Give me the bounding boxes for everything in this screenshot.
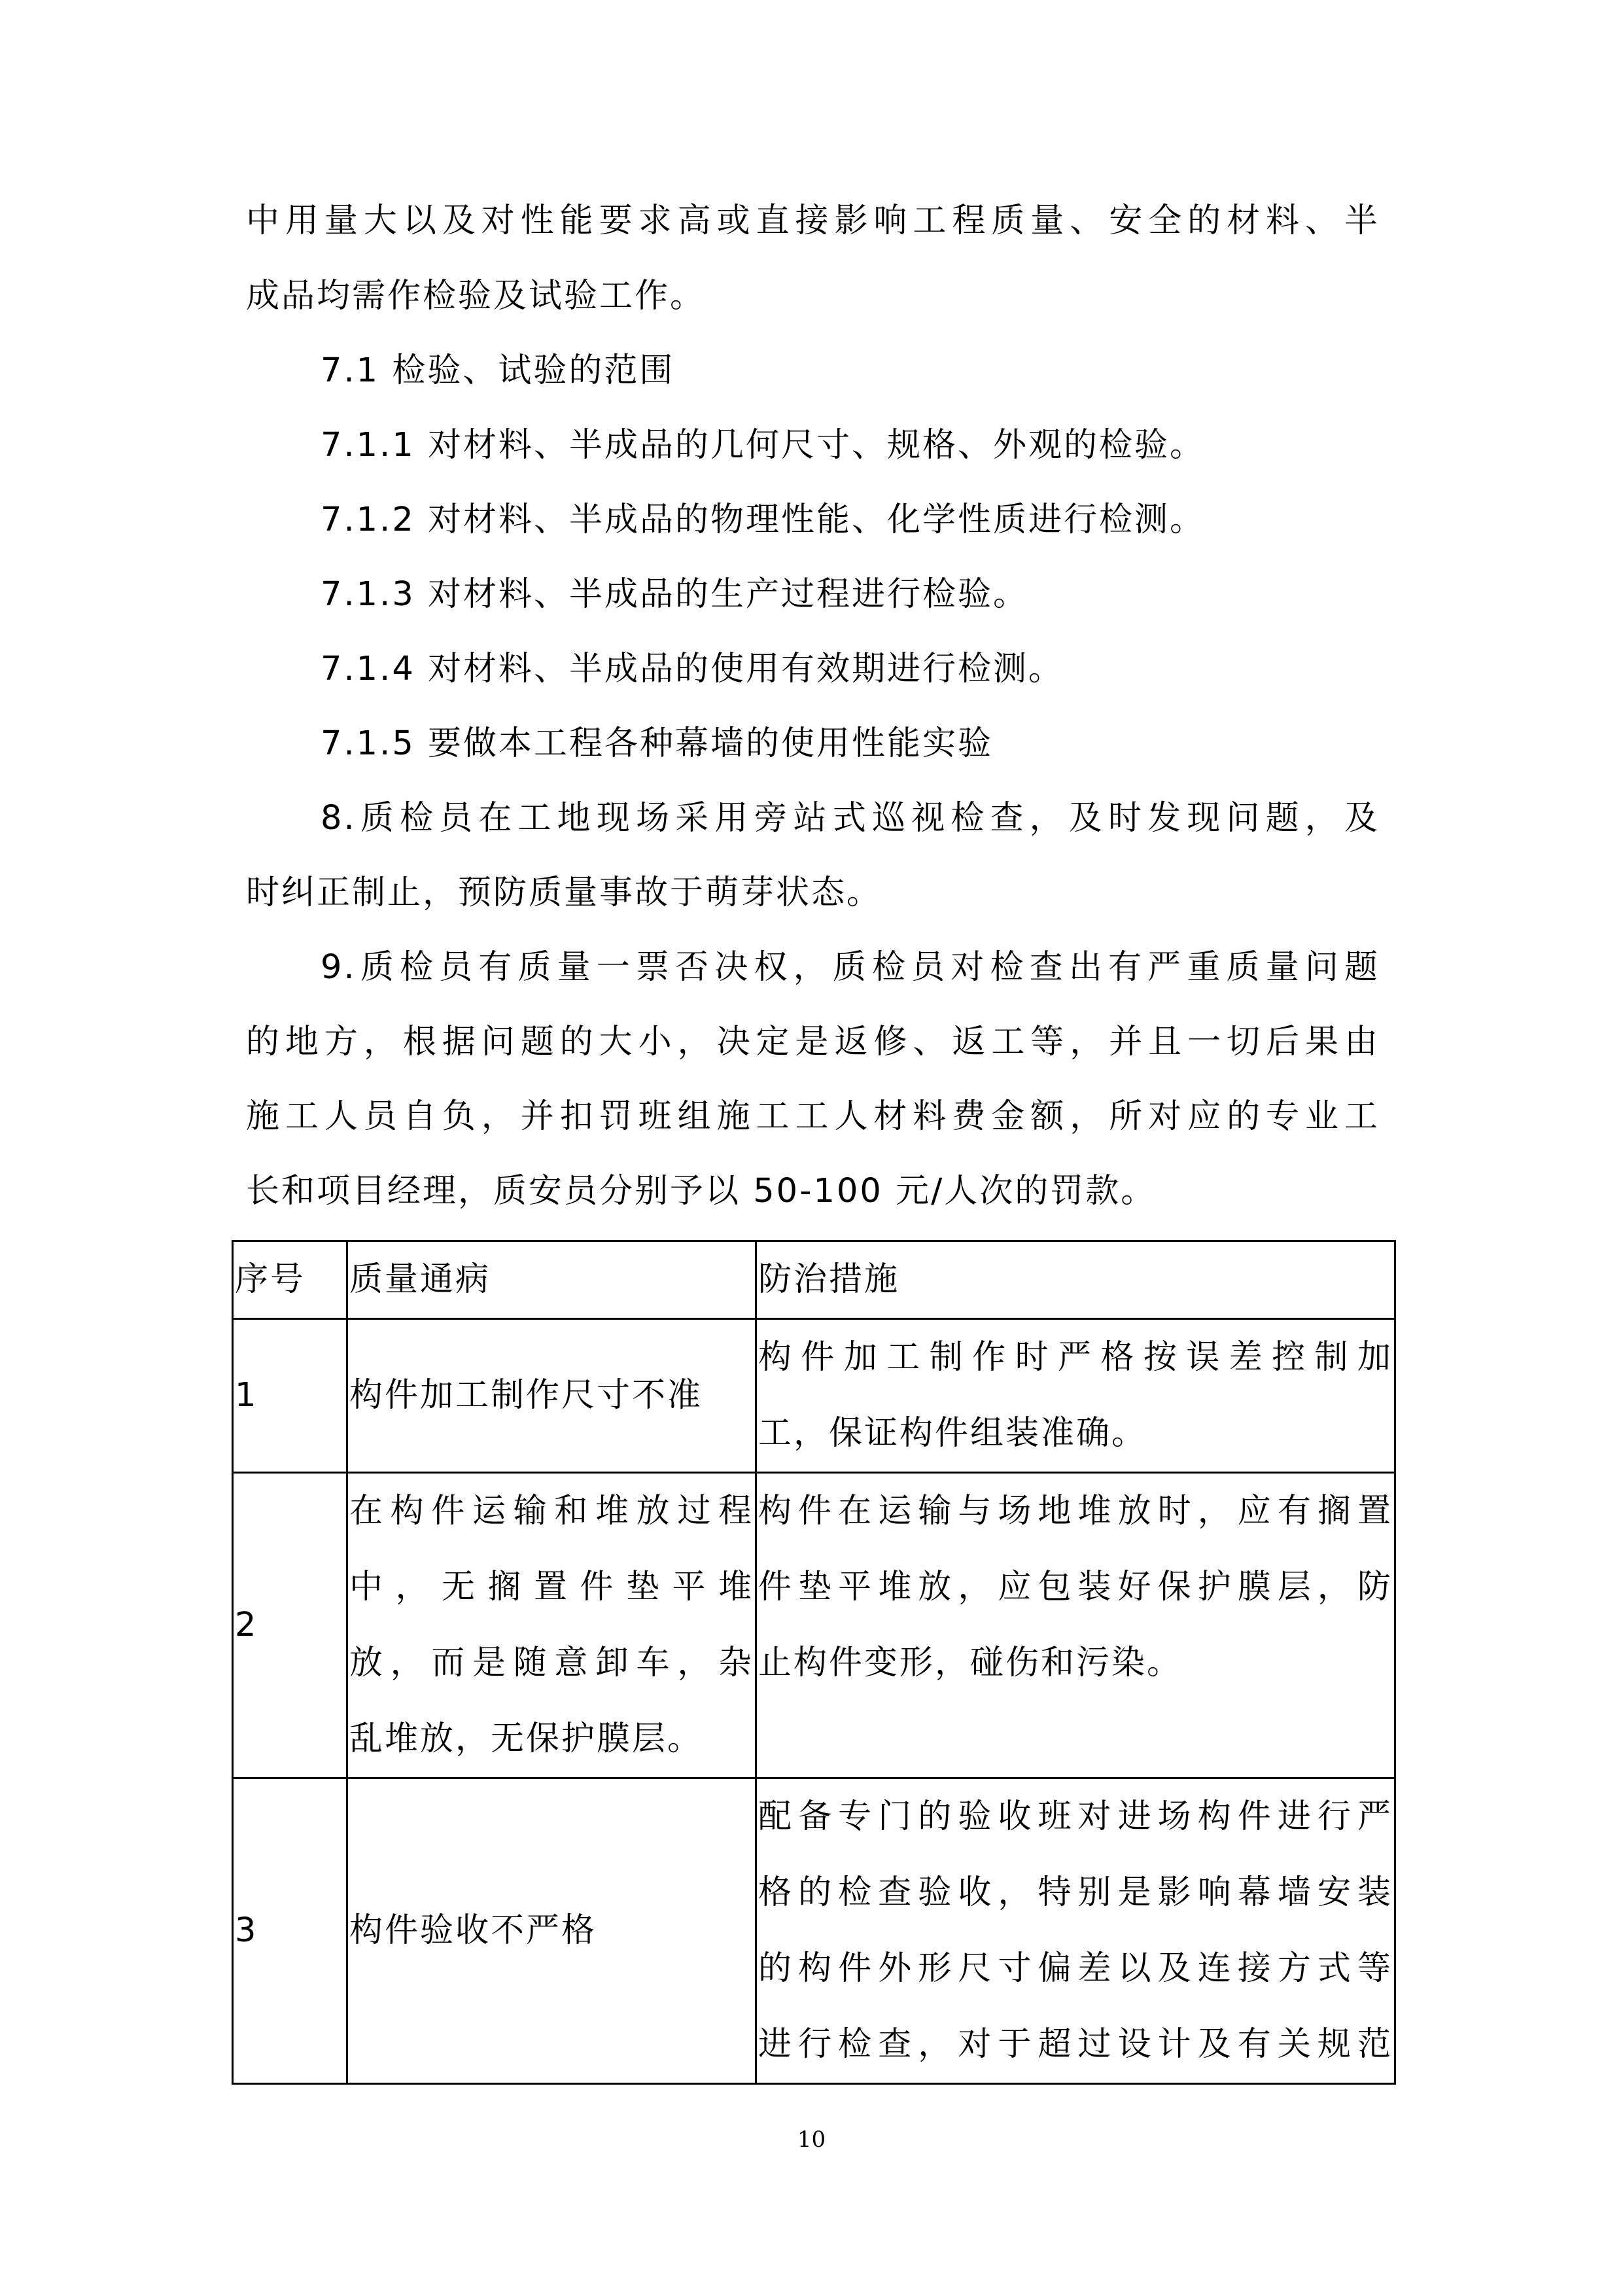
list-item-7-1-2: 7.1.2 对材料、半成品的物理性能、化学性质进行检测。	[321, 501, 1205, 539]
table-header-row	[233, 1241, 1395, 1319]
list-item-7-1-5: 7.1.5 要做本工程各种幕墙的使用性能实验	[321, 724, 993, 763]
measure-cell	[756, 1778, 1395, 2084]
section-heading-7-1: 7.1 检验、试验的范围	[321, 351, 675, 390]
cell-line: 中，无搁置件垫平堆	[349, 1568, 754, 1606]
issue-cell	[347, 1473, 756, 1778]
cell-line: 的构件外形尺寸偏差以及连接方式等	[758, 1949, 1393, 1988]
list-item-7-1-4: 7.1.4 对材料、半成品的使用有效期进行检测。	[321, 650, 1064, 688]
paragraph-9-line: 的地方，根据问题的大小，决定是返修、返工等，并且一切后果由	[246, 1023, 1380, 1061]
issue-cell	[347, 1778, 756, 2084]
paragraph-9-line: 长和项目经理，质安员分别予以 50-100 元/人次的罚款。	[246, 1172, 1157, 1210]
table-row	[233, 1778, 1395, 2084]
cell-line: 格的检查验收，特别是影响幕墙安装	[758, 1873, 1393, 1912]
list-item-7-1-3: 7.1.3 对材料、半成品的生产过程进行检验。	[321, 575, 1028, 614]
cell-line: 构件验收不严格	[349, 1911, 597, 1950]
table-row	[233, 1319, 1395, 1473]
cell-line: 配备专门的验收班对进场构件进行严	[758, 1797, 1393, 1836]
cell-line: 件垫平堆放，应包装好保护膜层，防	[758, 1568, 1393, 1606]
row-number-cell: 2	[233, 1473, 347, 1778]
quality-issues-table	[232, 1240, 1396, 2085]
cell-line: 止构件变形，碰伤和污染。	[758, 1644, 1183, 1682]
paragraph-8-line: 8.质检员在工地现场采用旁站式巡视检查，及时发现问题，及	[321, 799, 1380, 838]
paragraph-9-line: 9.质检员有质量一票否决权，质检员对检查出有严重质量问题	[321, 948, 1380, 987]
page-number: 10	[797, 2127, 826, 2153]
cell-line: 工，保证构件组装准确。	[758, 1414, 1147, 1453]
header-cell-issue: 质量通病	[347, 1241, 756, 1319]
cell-line: 构件加工制作时严格按误差控制加	[758, 1338, 1393, 1377]
cell-line: 构件加工制作尺寸不准	[349, 1376, 703, 1415]
row-number-cell: 1	[233, 1319, 347, 1473]
cell-line: 构件在运输与场地堆放时，应有搁置	[758, 1492, 1393, 1530]
issue-cell	[347, 1319, 756, 1473]
list-item-7-1-1: 7.1.1 对材料、半成品的几何尺寸、规格、外观的检验。	[321, 426, 1205, 465]
paragraph-line: 中用量大以及对性能要求高或直接影响工程质量、安全的材料、半	[246, 202, 1380, 240]
header-cell-measure: 防治措施	[756, 1241, 1395, 1319]
cell-line: 进行检查，对于超过设计及有关规范	[758, 2025, 1393, 2064]
table-row	[233, 1473, 1395, 1778]
measure-cell	[756, 1473, 1395, 1778]
header-cell-number: 序号	[233, 1241, 347, 1319]
paragraph-8-line: 时纠正制止，预防质量事故于萌芽状态。	[246, 874, 882, 912]
row-number-cell: 3	[233, 1778, 347, 2084]
cell-line: 乱堆放，无保护膜层。	[349, 1720, 703, 1758]
paragraph-line: 成品均需作检验及试验工作。	[246, 277, 706, 315]
cell-line: 放，而是随意卸车，杂	[349, 1644, 754, 1682]
measure-cell	[756, 1319, 1395, 1473]
paragraph-9-line: 施工人员自负，并扣罚班组施工工人材料费金额，所对应的专业工	[246, 1097, 1380, 1136]
cell-line: 在构件运输和堆放过程	[349, 1492, 754, 1530]
